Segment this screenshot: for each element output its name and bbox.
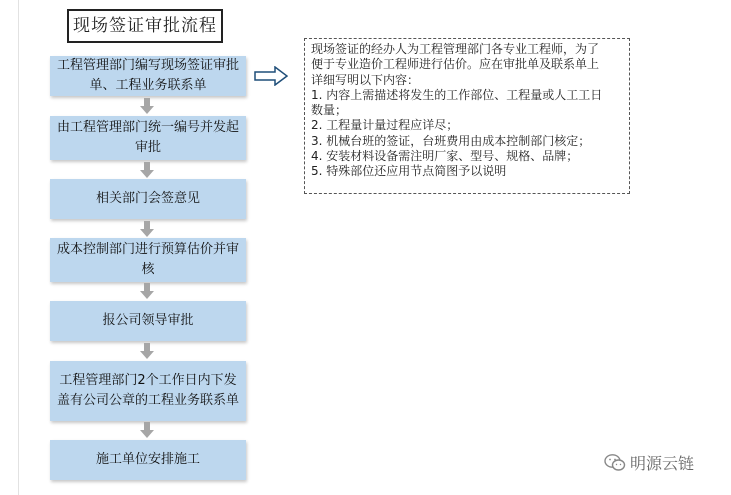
note-line-6: 2. 工程量计量过程应详尽； [311,118,459,133]
note-line-8: 4. 安装材料设备需注明厂家、型号、规格、品牌； [311,149,579,164]
step-1-line1: 工程管理部门编写现场签证审批 [56,58,239,73]
watermark [604,451,694,474]
page-title: 现场签证审批流程 [67,9,223,43]
note-box [304,38,630,194]
step-4-box [50,238,246,282]
step-6-line2: 盖有公司公章的工程业务联系单 [56,393,239,408]
down-arrow-icon [140,221,154,237]
step-7-line1: 施工单位安排施工 [95,452,200,467]
step-5-line1: 报公司领导审批 [102,313,194,328]
step-6-box [50,361,246,421]
note-line-5: 数量； [311,103,348,118]
step-3-line1: 相关部门会签意见 [95,191,200,206]
step-4-line1: 成本控制部门进行预算估价并审 [56,242,239,257]
note-line-4: 1. 内容上需描述将发生的工作部位、工程量或人工工日 [311,87,603,102]
step-6-line1: 工程管理部门2个工作日内下发 [59,373,237,388]
watermark-text: 明源云链 [630,454,695,473]
step-4-line2: 核 [141,262,155,277]
down-arrow-icon [140,98,154,114]
step-1-line2: 单、工程业务联系单 [89,78,207,93]
left-edge-line [18,0,19,495]
step-2-line2: 审批 [134,140,161,155]
note-line-1: 现场签证的经办人为工程管理部门各专业工程师，为了 [311,42,600,56]
step-2-box [50,116,246,160]
right-arrow-icon [254,66,288,90]
note-line-3: 详细写明以下内容： [311,72,420,87]
down-arrow-icon [140,162,154,178]
note-line-9: 5. 特殊部位还应用节点简图予以说明 [311,164,507,179]
note-line-2: 便于专业造价工程师进行估价。应在审批单及联系单上 [311,57,600,72]
note-line-7: 3. 机械台班的签证，台班费用由成本控制部门核定； [311,133,591,148]
step-3-box [50,179,246,219]
step-5-box [50,301,246,341]
down-arrow-icon [140,343,154,359]
wechat-icon [604,453,626,473]
step-1-box [50,56,246,96]
step-2-line1: 由工程管理部门统一编号并发起 [56,120,239,135]
step-7-box [50,440,246,480]
down-arrow-icon [140,422,154,438]
down-arrow-icon [140,283,154,299]
